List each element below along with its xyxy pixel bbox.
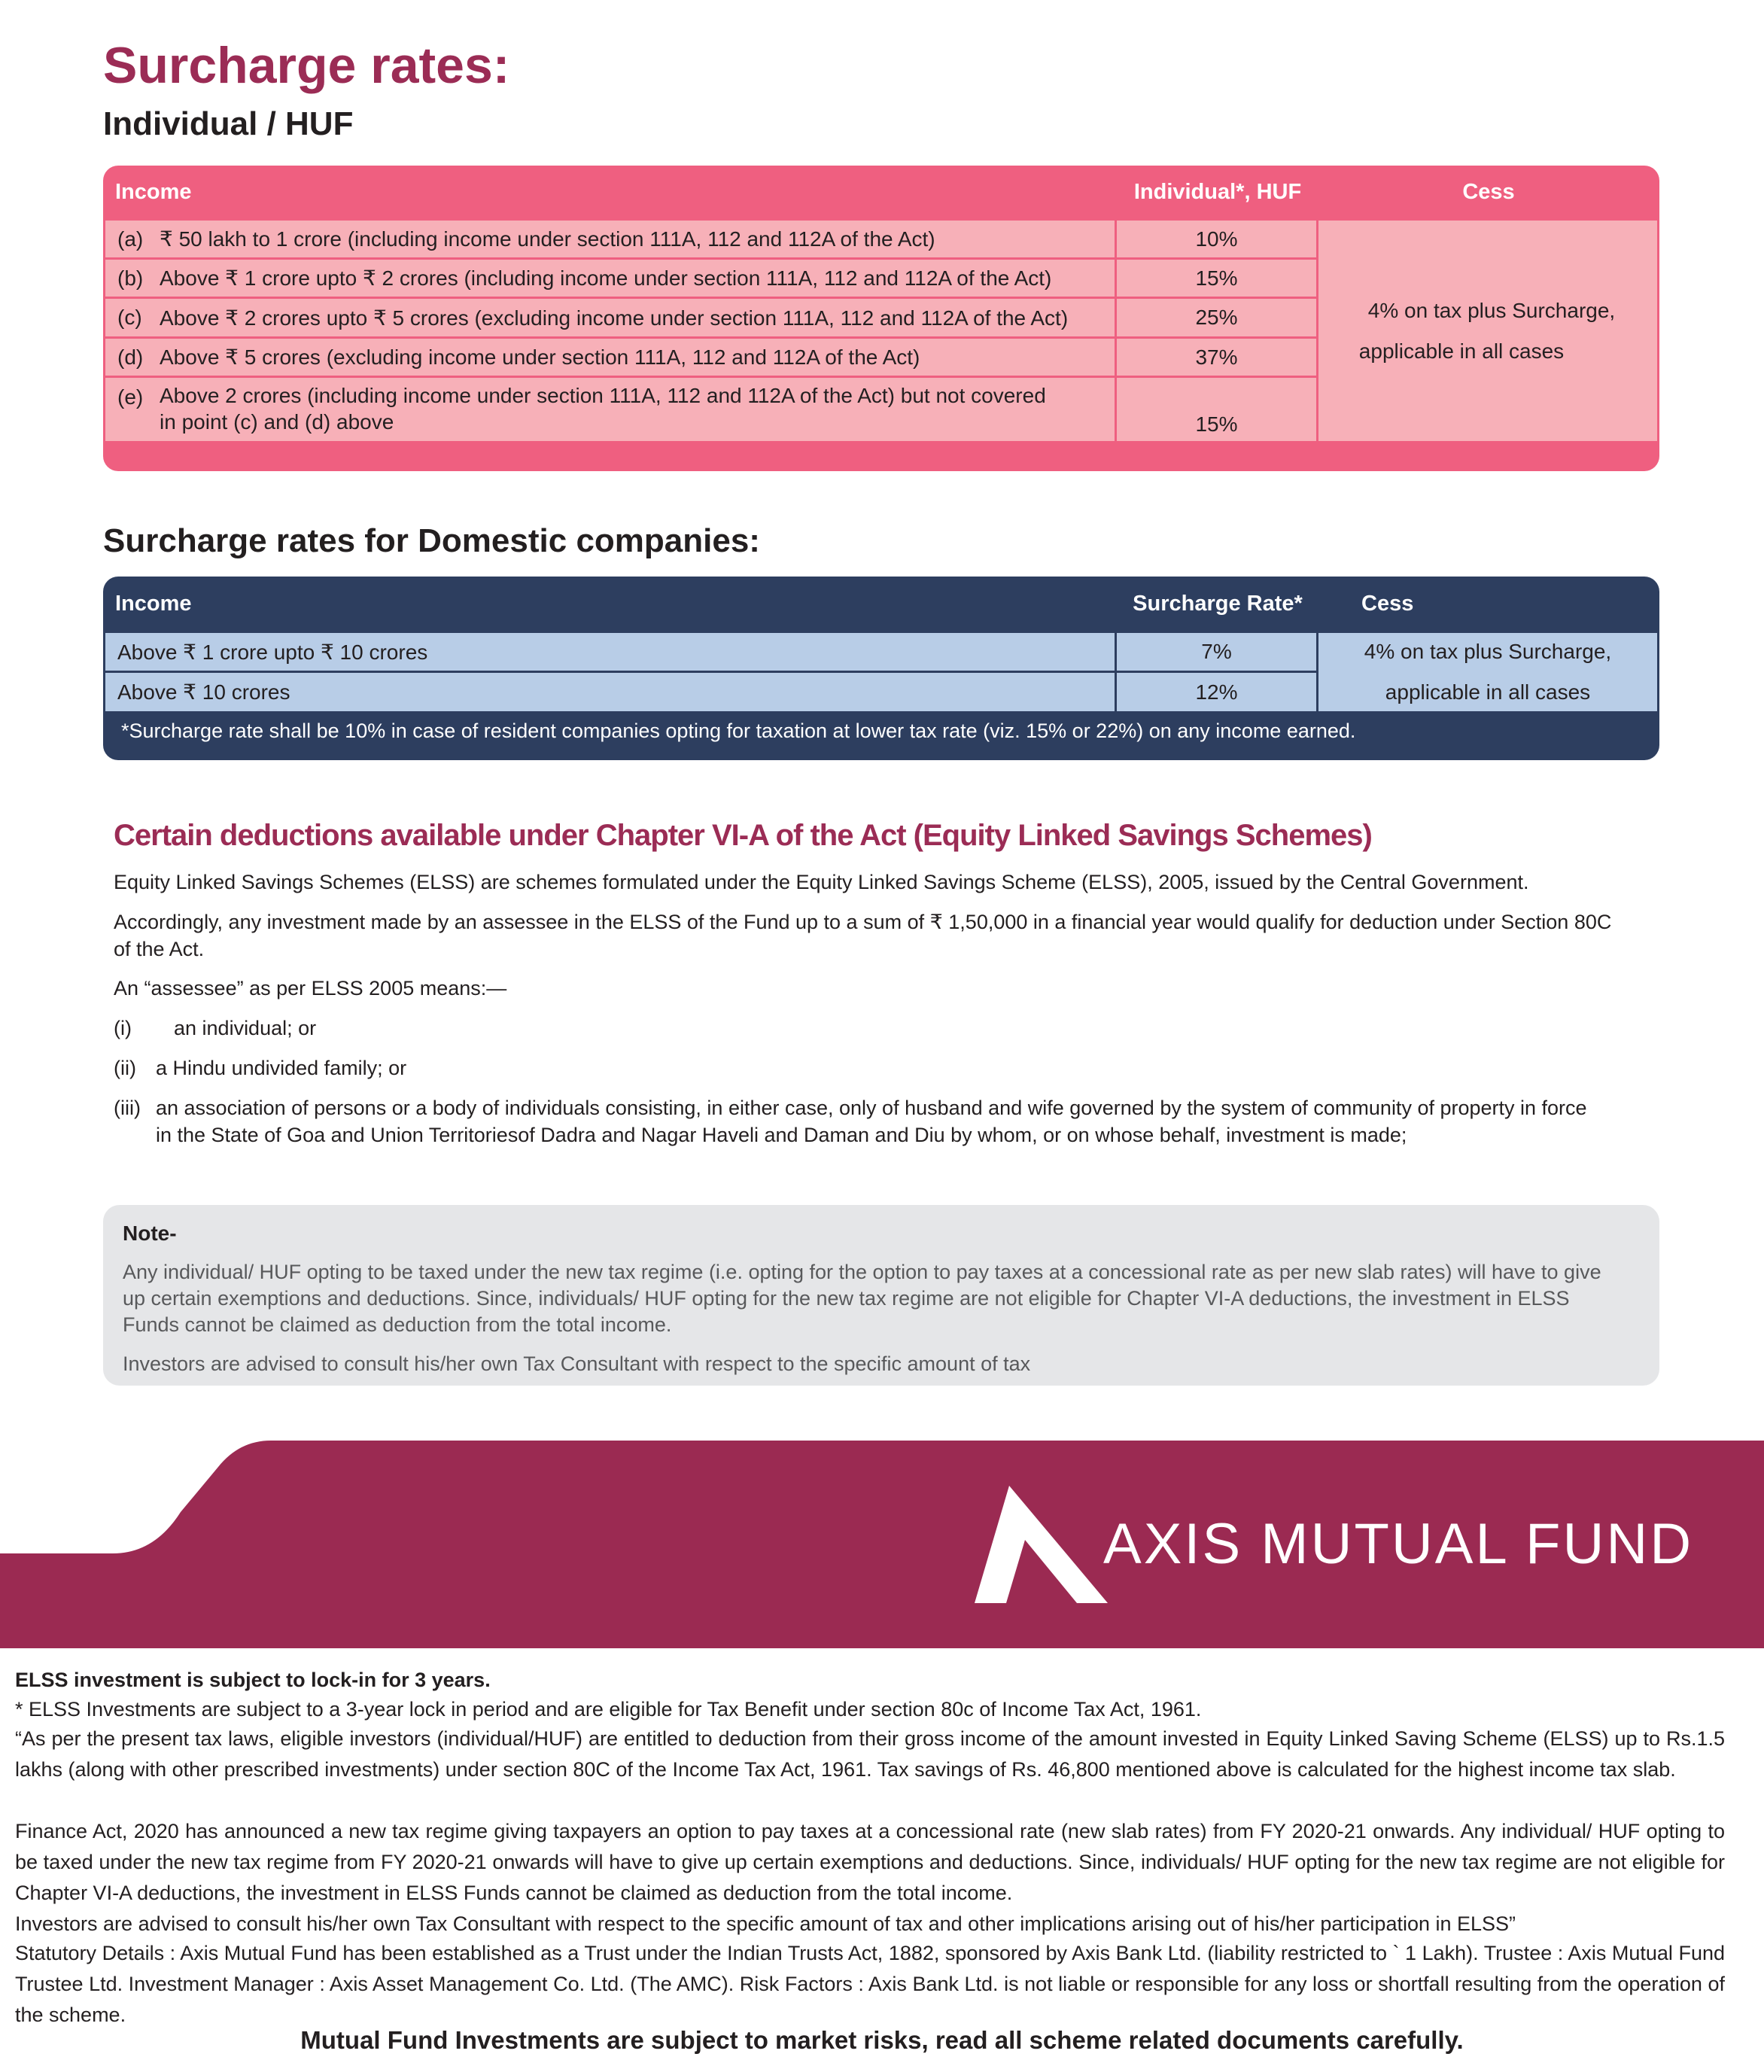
note-title: Note- xyxy=(123,1222,177,1245)
row-rate: 12% xyxy=(1117,673,1316,711)
table-row: Above ₹ 10 crores xyxy=(105,673,1115,711)
cess-text: applicable in all cases xyxy=(1358,339,1565,363)
disclaimer-paragraph: Statutory Details : Axis Mutual Fund has been established as a Trust under the Indian Trusts Act, 1882, sponsored by Axis Bank Ltd. (liability restricted to ` 1 Lakh). Trustee : Axis Mutual Fund Trustee Ltd. Investment Manager : Axis Asset Management Co. Ltd. (The AMC). Risk Factors : Axis Bank Ltd. is not liable or responsible for any loss or shortfall resulting from the operation of the scheme. xyxy=(15,1942,1725,2026)
list-text: in the State of Goa and Union Territoriesof Dadra and Nagar Haveli and Daman and Diu by whom, or on whose behalf, investment is made; xyxy=(156,1124,1407,1146)
individual-surcharge-table xyxy=(103,166,1659,471)
row-income-text: ₹ 50 lakh to 1 crore (including income under section 111A, 112 and 112A of the Act) xyxy=(160,227,935,251)
list-text: a Hindu undivided family; or xyxy=(156,1057,407,1079)
list-text: an association of persons or a body of individuals consisting, in either case, only of husband and wife governed by the system of community of property in force xyxy=(156,1097,1587,1119)
table-row xyxy=(105,378,1115,441)
paragraph-line: of the Act. xyxy=(114,938,205,960)
brand-name: AXIS MUTUAL FUND xyxy=(1103,1512,1694,1576)
row-income-text-block xyxy=(160,382,1046,435)
cess-cell xyxy=(1318,221,1657,441)
table-header-cess: Cess xyxy=(1462,179,1515,204)
row-income-text: Above 2 crores (including income under section 111A, 112 and 112A of the Act) but not covered xyxy=(160,384,1046,407)
cess-text: applicable in all cases xyxy=(1385,680,1591,704)
row-income-text: Above ₹ 2 crores upto ₹ 5 crores (excluding income under section 111A, 112 and 112A of the Act) xyxy=(160,306,1069,330)
disclaimer-paragraph: * ELSS Investments are subject to a 3-year lock in period and are eligible for Tax Benefit under section 80c of Income Tax Act, 1961. xyxy=(15,1698,1202,1721)
note-line: Funds cannot be claimed as deduction from the total income. xyxy=(123,1313,672,1336)
row-label: (b) xyxy=(117,266,144,290)
row-label: (c) xyxy=(117,306,142,329)
table-row xyxy=(105,221,1115,257)
row-label: (a) xyxy=(117,227,144,251)
row-income-text: Above ₹ 5 crores (excluding income under section 111A, 112 and 112A of the Act) xyxy=(160,345,920,369)
table-row xyxy=(105,299,1115,336)
note-line: up certain exemptions and deductions. Since, individuals/ HUF opting for the new tax regime are not eligible for Chapter VI-A deductions, the investment in ELSS xyxy=(123,1287,1570,1310)
list-text: an individual; or xyxy=(174,1017,317,1039)
list-number: (iii) xyxy=(114,1097,141,1119)
row-rate: 25% xyxy=(1117,299,1316,336)
list-item xyxy=(114,1054,406,1082)
lockin-statement: ELSS investment is subject to lock-in for 3 years. xyxy=(15,1669,491,1691)
row-rate: 10% xyxy=(1117,221,1316,257)
cess-cell xyxy=(1318,633,1657,711)
table-footnote: *Surcharge rate shall be 10% in case of resident companies opting for taxation at lower tax rate (viz. 15% or 22%) on any income earned. xyxy=(121,720,1356,742)
table-row xyxy=(105,339,1115,376)
list-item xyxy=(114,1094,1587,1149)
deductions-heading: Certain deductions available under Chapter VI-A of the Act (Equity Linked Savings Schemes) xyxy=(114,819,1372,852)
note-line: Any individual/ HUF opting to be taxed under the new tax regime (i.e. opting for the option to pay taxes at a concessional rate as per new slab rates) will have to give xyxy=(123,1261,1601,1283)
row-rate: 37% xyxy=(1117,339,1316,376)
list-item xyxy=(114,1015,316,1042)
disclaimer-paragraph: “As per the present tax laws, eligible investors (individual/HUF) are entitled to deduction from their gross income of the amount invested in Equity Linked Saving Scheme (ELSS) up to Rs.1.5 lakhs (along with other prescribed investments) under section 80C of the Income Tax Act, 1961. Tax savings of Rs. 46,800 mentioned above is calculated for the highest income tax slab. xyxy=(15,1727,1725,1781)
note-paragraph: Investors are advised to consult his/her own Tax Consultant with respect to the specific amount of tax xyxy=(123,1352,1031,1375)
cess-text: 4% on tax plus Surcharge, xyxy=(1364,640,1612,663)
note-paragraph xyxy=(123,1259,1643,1338)
row-rate: 7% xyxy=(1117,633,1316,671)
deductions-paragraph: An “assessee” as per ELSS 2005 means:— xyxy=(114,977,507,999)
table-row xyxy=(105,260,1115,297)
deductions-paragraph: Equity Linked Savings Schemes (ELSS) are schemes formulated under the Equity Linked Savings Scheme (ELSS), 2005, issued by the Central Government. xyxy=(114,871,1529,893)
table-header-cess: Cess xyxy=(1361,591,1414,616)
risk-statement: Mutual Fund Investments are subject to market risks, read all scheme related documents carefully. xyxy=(300,2026,1464,2054)
row-income-text: Above ₹ 1 crore upto ₹ 2 crores (including income under section 111A, 112 and 112A of the Act) xyxy=(160,266,1052,290)
disclaimer-paragraph: Finance Act, 2020 has announced a new tax regime giving taxpayers an option to pay taxes at a concessional rate (new slab rates) from FY 2020-21 onwards. Any individual/ HUF opting to be taxed under the new tax regime from FY 2020-21 onwards will have to give up certain exemptions and deductions. Since, individuals/ HUF opting for the new tax regime are not eligible for Chapter VI-A deductions, the investment in ELSS Funds cannot be claimed as deduction from the total income. xyxy=(15,1820,1725,1904)
section-subtitle-individual-huf: Individual / HUF xyxy=(103,105,354,142)
list-number: (i) xyxy=(114,1017,132,1039)
domestic-companies-heading: Surcharge rates for Domestic companies: xyxy=(103,522,760,559)
table-header-rate: Surcharge Rate* xyxy=(1133,591,1303,616)
table-row: Above ₹ 1 crore upto ₹ 10 crores xyxy=(105,633,1115,671)
cess-text: 4% on tax plus Surcharge, xyxy=(1367,298,1616,322)
table-header-income: Income xyxy=(115,179,192,204)
page-title: Surcharge rates: xyxy=(103,37,510,94)
table-header-rate: Individual*, HUF xyxy=(1133,179,1302,204)
list-number: (ii) xyxy=(114,1057,136,1079)
row-rate: 15% xyxy=(1117,260,1316,297)
deductions-paragraph xyxy=(114,908,1611,963)
domestic-surcharge-table xyxy=(103,577,1659,760)
paragraph-line: Accordingly, any investment made by an assessee in the ELSS of the Fund up to a sum of ₹ 1,50,000 in a financial year would qualify for deduction under Section 80C xyxy=(114,911,1612,933)
row-rate: 15% xyxy=(1117,378,1316,441)
table-header-income: Income xyxy=(115,591,192,616)
note-box xyxy=(103,1205,1659,1386)
row-label: (d) xyxy=(117,345,144,369)
row-label: (e) xyxy=(117,385,144,409)
disclaimer-paragraph: Investors are advised to consult his/her own Tax Consultant with respect to the specific amount of tax and other implications arising out of his/her participation in ELSS” xyxy=(15,1912,1516,1935)
row-income-text: in point (c) and (d) above xyxy=(160,410,394,434)
